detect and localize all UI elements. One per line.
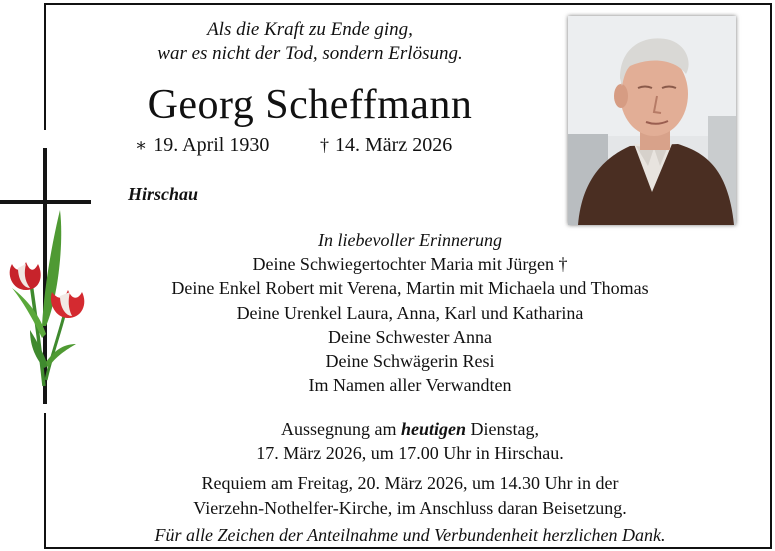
mourner-line: Deine Urenkel Laura, Anna, Karl und Katharina [236,302,584,323]
requiem-line: Requiem am Freitag, 20. März 2026, um 14.30 Uhr in der [201,473,619,494]
birth-date: 19. April 1930 [153,134,270,156]
frame-border-top [44,3,772,5]
blessing-emphasis: heutigen [401,419,467,439]
service-details [60,417,760,520]
death-cross-icon: † [320,135,329,155]
death-date-group [320,133,452,157]
blessing-line [60,417,760,441]
blessing-suffix: Dienstag, [466,419,539,439]
motto-line-2: war es nicht der Tod, sondern Erlösung. [157,43,463,64]
thanks-line: Für alle Zeichen der Anteilnahme und Verbundenheit herzlichen Dank. [154,525,666,545]
blessing-prefix: Aussegnung am [281,419,401,439]
death-date: 14. März 2026 [335,134,453,156]
motto-line-1: Als die Kraft zu Ende ging, [207,19,413,40]
birth-date-group [135,133,269,157]
motto [60,18,560,66]
mourner-line: Deine Schwester Anna [328,326,492,347]
portrait-illustration [568,16,736,225]
mourner-line: Deine Enkel Robert mit Verena, Martin mit Michaela und Thomas [171,278,649,299]
mourner-line: Deine Schwiegertochter Maria mit Jürgen † [252,254,568,275]
frame-border-left-upper [44,3,46,130]
mourners-block [60,228,760,397]
church-line: Vierzehn-Nothelfer-Kirche, im Anschluss daran Beisetzung. [193,497,627,518]
remembrance-heading: In liebevoller Erinnerung [318,230,502,250]
mourner-line: Im Namen aller Verwandten [308,375,512,396]
frame-border-right [770,3,772,549]
mourner-line: Deine Schwägerin Resi [325,351,495,372]
deceased-name: Georg Scheffmann [147,82,473,128]
hometown: Hirschau [128,184,199,204]
frame-border-left-lower [44,413,46,549]
blessing-date-line: 17. März 2026, um 17.00 Uhr in Hirschau. [256,443,564,464]
frame-border-bottom [44,547,772,549]
birth-star-icon: ∗ [135,135,148,155]
portrait-photo [568,16,736,225]
